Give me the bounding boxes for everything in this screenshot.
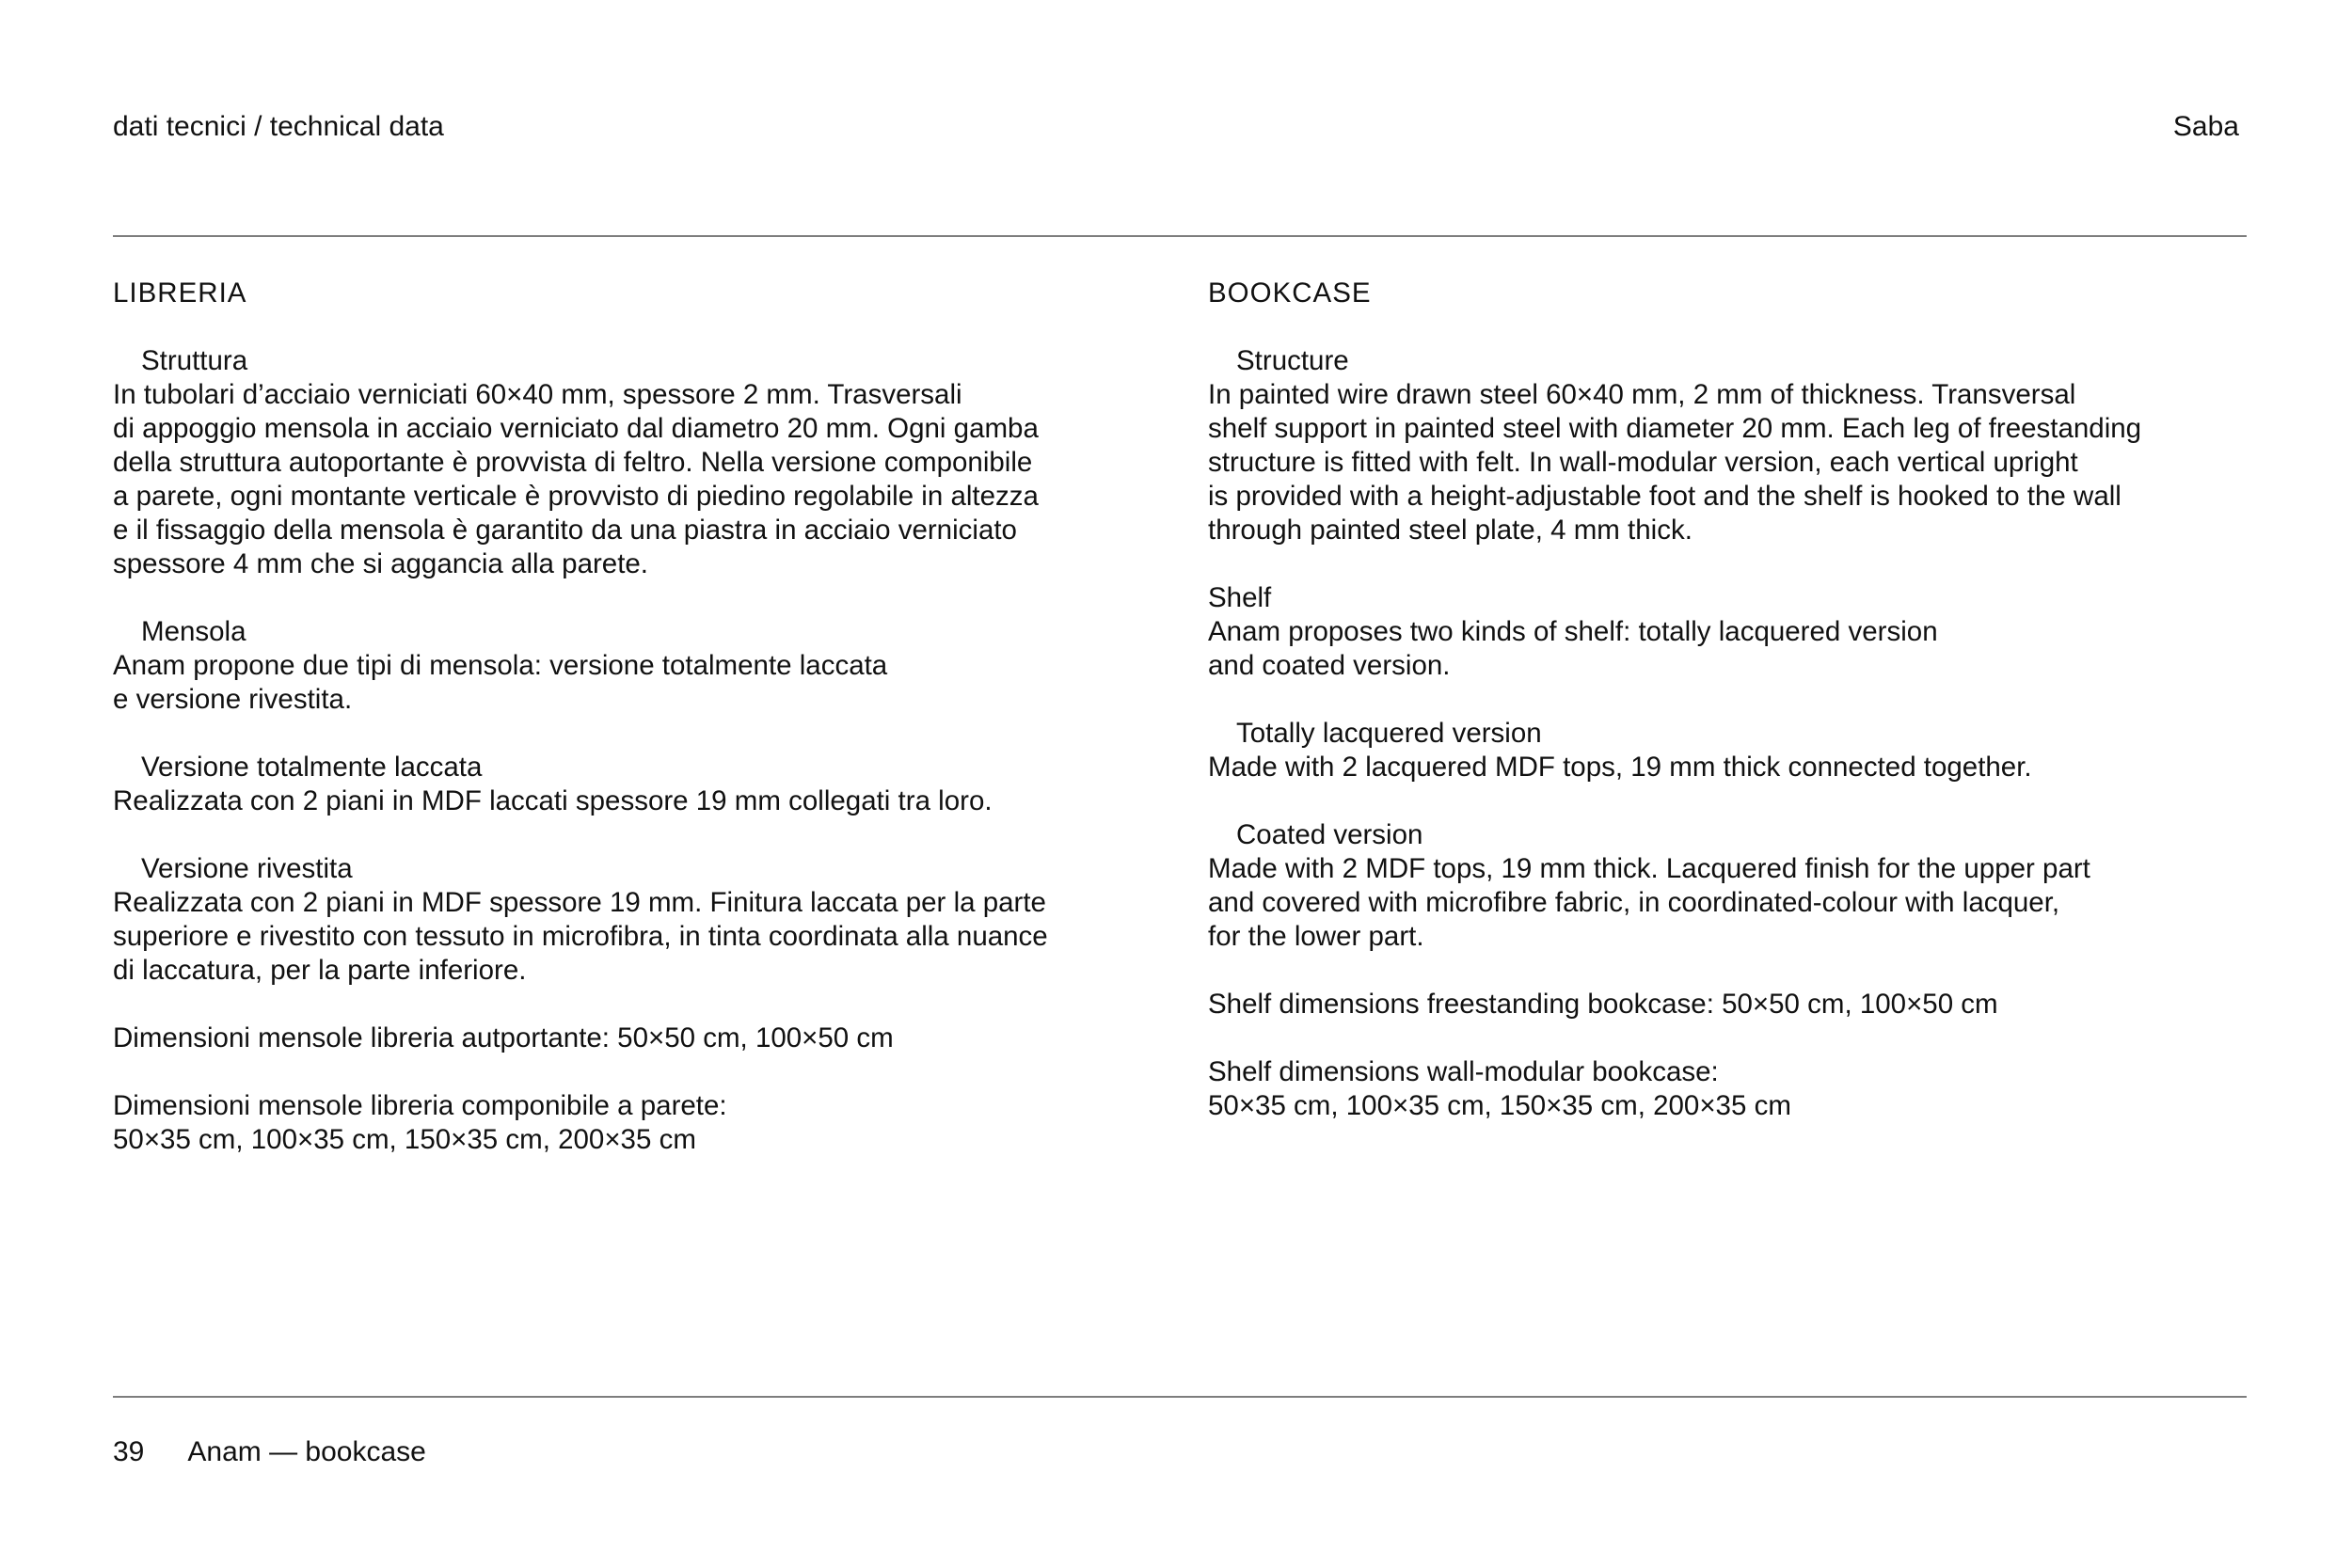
coated-section (1208, 818, 2243, 954)
italian-column (113, 277, 1148, 1191)
lacquered-text: Made with 2 lacquered MDF tops, 19 mm thick connected together. (1208, 752, 2032, 783)
dim-autoportante-section (113, 1022, 1148, 1055)
page-number: 39 (113, 1436, 145, 1467)
rivestita-heading: Versione rivestita (141, 853, 353, 884)
laccata-text: Realizzata con 2 piani in MDF laccati spessore 19 mm collegati tra loro. (113, 785, 993, 816)
struttura-text: In tubolari d’acciaio verniciati 60×40 mm, spessore 2 mm. Trasversali di appoggio mensola in acciaio verniciato dal diametro 20 mm. Ogni gamba della struttura autoportante è provvista di feltro. Nella versione componibile a parete, ogni montante verticale è provvisto di piedino regolabile in altezza e il fissaggio della mensola è garantito da una piastra in acciaio verniciato spessore 4 mm che si aggancia alla parete. (113, 379, 1039, 579)
dim-componibile-text: Dimensioni mensole libreria componibile a parete: 50×35 cm, 100×35 cm, 150×35 cm, 200×35 cm (113, 1090, 727, 1155)
footer-label: Anam — bookcase (187, 1436, 426, 1467)
dim-wall-section (1208, 1055, 2243, 1123)
page-footer (113, 1433, 426, 1471)
structure-section (1208, 344, 2243, 547)
mensola-heading: Mensola (141, 616, 246, 647)
italian-title: LIBRERIA (113, 277, 247, 309)
dim-freestanding-section (1208, 988, 2243, 1022)
header-brand: Saba (2172, 111, 2239, 142)
shelf-text: Anam proposes two kinds of shelf: totally lacquered version and coated version. (1208, 616, 1938, 681)
english-title: BOOKCASE (1208, 277, 1372, 309)
mensola-text: Anam propone due tipi di mensola: versione totalmente laccata e versione rivestita. (113, 650, 888, 715)
laccata-section (113, 751, 1148, 818)
top-divider (113, 235, 2247, 237)
rivestita-text: Realizzata con 2 piani in MDF spessore 19 mm. Finitura laccata per la parte superiore e rivestito con tessuto in microfibra, in tinta coordinata alla nuance di laccatura, per la parte inferiore. (113, 887, 1048, 986)
shelf-heading: Shelf (1208, 582, 1272, 613)
dim-freestanding-text: Shelf dimensions freestanding bookcase: 50×50 cm, 100×50 cm (1208, 989, 1998, 1020)
struttura-section (113, 344, 1148, 581)
structure-heading: Structure (1236, 345, 1349, 376)
bottom-divider (113, 1396, 2247, 1398)
english-column (1208, 277, 2243, 1157)
lacquered-heading: Totally lacquered version (1236, 718, 1542, 749)
header-section-label: dati tecnici / technical data (113, 111, 444, 142)
structure-text: In painted wire drawn steel 60×40 mm, 2 mm of thickness. Transversal shelf support in painted steel with diameter 20 mm. Each leg of freestanding structure is fitted with felt. In wall-modular version, each vertical upright is provided with a height-adjustable foot and the shelf is hooked to the wall through painted steel plate, 4 mm thick. (1208, 379, 2142, 546)
coated-text: Made with 2 MDF tops, 19 mm thick. Lacquered finish for the upper part and covered with microfibre fabric, in coordinated-colour with lacquer, for the lower part. (1208, 853, 2090, 952)
rivestita-section (113, 852, 1148, 988)
laccata-heading: Versione totalmente laccata (141, 752, 483, 783)
mensola-section (113, 615, 1148, 717)
dim-wall-text: Shelf dimensions wall-modular bookcase: 50×35 cm, 100×35 cm, 150×35 cm, 200×35 cm (1208, 1056, 1791, 1121)
dim-autoportante-text: Dimensioni mensole libreria autportante: 50×50 cm, 100×50 cm (113, 1022, 894, 1053)
dim-componibile-section (113, 1089, 1148, 1157)
shelf-section (1208, 581, 2243, 683)
lacquered-section (1208, 717, 2243, 784)
struttura-heading: Struttura (141, 345, 248, 376)
coated-heading: Coated version (1236, 819, 1423, 850)
